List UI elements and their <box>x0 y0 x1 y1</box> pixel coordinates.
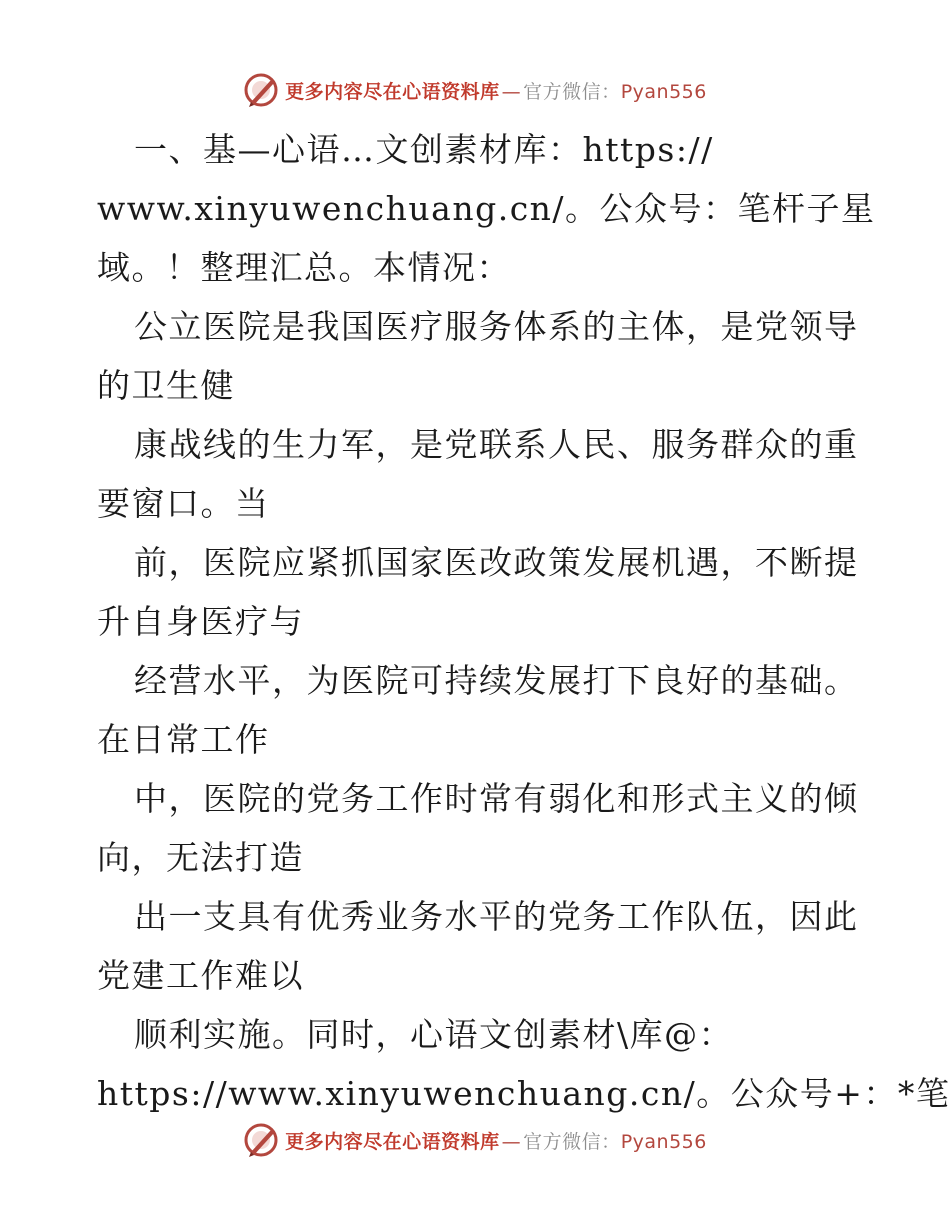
doc-line: 升自身医疗与 <box>97 602 304 641</box>
doc-line: 要窗口。当 <box>97 484 270 523</box>
banner-wechat-label: 官方微信： <box>523 1130 621 1153</box>
doc-line: 经营水平，为医院可持续发展打下良好的基础。 <box>134 661 859 700</box>
doc-line: 域。！整理汇总。本情况： <box>97 248 511 287</box>
banner-wechat-id: Pyan556 <box>620 1130 707 1153</box>
banner-dash: — <box>501 1130 522 1153</box>
doc-line: 顺利实施。同时，心语文创素材\库@： <box>134 1015 734 1054</box>
banner-text <box>285 77 707 104</box>
doc-line: 中，医院的党务工作时常有弱化和形式主义的倾 <box>134 779 859 818</box>
banner-brand: 更多内容尽在心语资料库 <box>285 1130 500 1153</box>
doc-line: 康战线的生力军，是党联系人民、服务群众的重 <box>134 425 859 464</box>
doc-line: 在日常工作 <box>97 720 270 759</box>
doc-line: 的卫生健 <box>97 366 235 405</box>
pen-logo-icon <box>243 1122 279 1158</box>
doc-line: 一、基—心语…文创素材库：https:// <box>134 130 714 169</box>
banner-wechat-id: Pyan556 <box>620 80 707 103</box>
footer-watermark-banner <box>0 1120 950 1160</box>
doc-line: 公立医院是我国医疗服务体系的主体，是党领导 <box>134 307 859 346</box>
pen-logo-icon <box>243 72 279 108</box>
doc-line: 党建工作难以 <box>97 956 304 995</box>
doc-line: www.xinyuwenchuang.cn/。公众号：笔杆子星 <box>97 189 876 228</box>
header-watermark-banner <box>0 70 950 110</box>
doc-line: 前，医院应紧抓国家医改政策发展机遇，不断提 <box>134 543 859 582</box>
banner-dash: — <box>501 80 522 103</box>
banner-text <box>285 1127 707 1154</box>
document-body <box>97 120 950 1123</box>
doc-line: https://www.xinyuwenchuang.cn/。公众号+：*笔 <box>97 1074 950 1113</box>
doc-line: 出一支具有优秀业务水平的党务工作队伍，因此 <box>134 897 859 936</box>
banner-brand: 更多内容尽在心语资料库 <box>285 80 500 103</box>
doc-line: 向，无法打造 <box>97 838 304 877</box>
banner-wechat-label: 官方微信： <box>523 80 621 103</box>
